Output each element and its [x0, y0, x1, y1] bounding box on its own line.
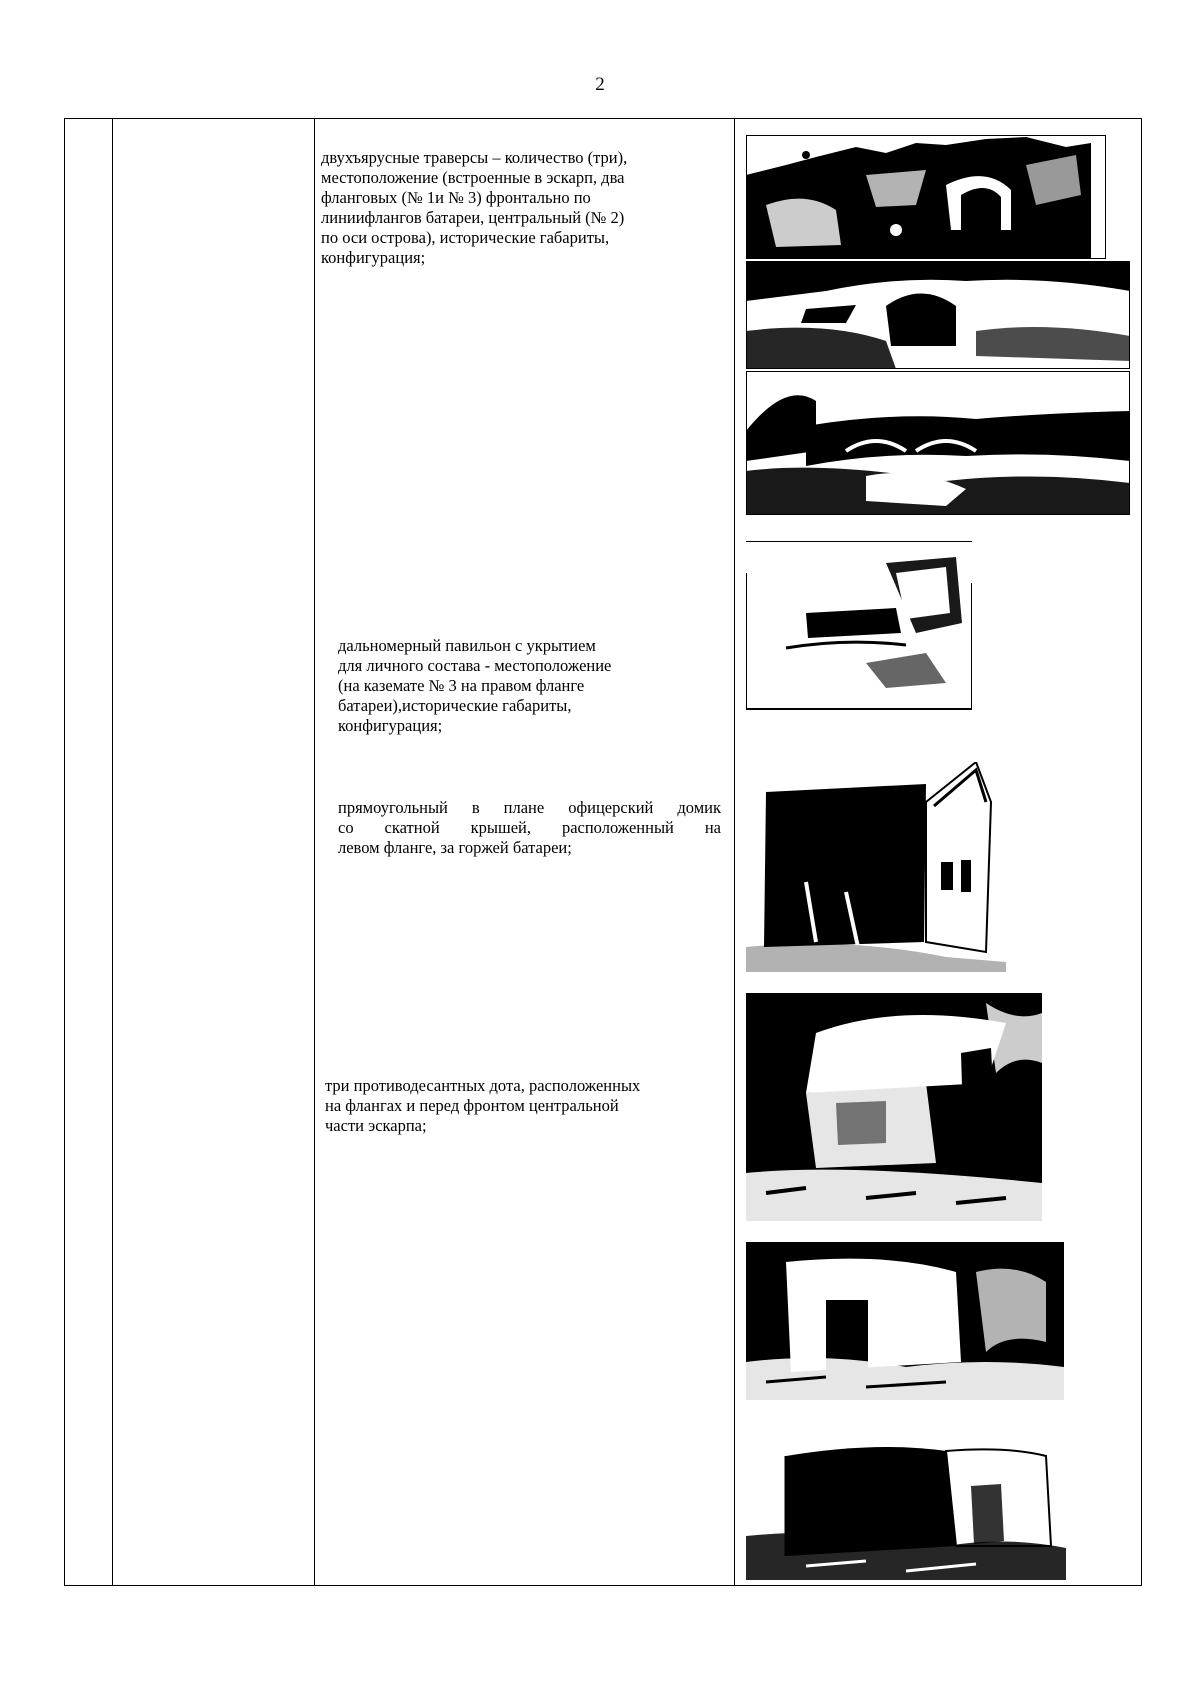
- text-line: конфигурация;: [338, 716, 443, 735]
- pillbox-photo-2: [746, 1242, 1064, 1400]
- page-number: 2: [595, 74, 605, 95]
- officers-house-description: [338, 798, 721, 858]
- text-line: левом фланге, за горжей батареи;: [338, 838, 572, 857]
- text-line: со скатной крышей, расположенный на: [338, 818, 721, 837]
- officers-house-photo: [746, 762, 1006, 972]
- text-line: части эскарпа;: [325, 1116, 427, 1135]
- text-line: три противодесантных дота, расположенных: [325, 1076, 641, 1095]
- text-line: по оси острова), исторические габариты,: [321, 228, 610, 247]
- text-line: (на каземате № 3 на правом фланге: [338, 676, 585, 695]
- photo-separator: [746, 541, 972, 542]
- rangefinder-photo: [746, 553, 972, 710]
- text-line: двухъярусные траверсы – количество (три),: [321, 148, 628, 167]
- text-line: дальномерный павильон с укрытием: [338, 636, 596, 655]
- traverse-photo-3: [746, 371, 1130, 515]
- pillbox-photo-3: [746, 1436, 1066, 1580]
- column-divider-2: [314, 118, 315, 1586]
- traverse-photo-2: [746, 261, 1130, 369]
- text-line: батареи),исторические габариты,: [338, 696, 572, 715]
- text-line: прямоугольный в плане офицерский домик: [338, 798, 721, 817]
- text-line: местоположение (встроенные в эскарп, два: [321, 168, 625, 187]
- rangefinder-description: [338, 636, 698, 736]
- pillbox-photo-1: [746, 993, 1042, 1221]
- text-line: фланговых (№ 1и № 3) фронтально по: [321, 188, 591, 207]
- traverse-photo-1: [746, 135, 1106, 259]
- column-divider-3: [734, 118, 735, 1586]
- text-line: линиифлангов батареи, центральный (№ 2): [321, 208, 625, 227]
- column-divider-1: [112, 118, 113, 1586]
- pillboxes-description: [325, 1076, 725, 1136]
- text-line: для личного состава - местоположение: [338, 656, 612, 675]
- text-line: конфигурация;: [321, 248, 426, 267]
- text-line: на флангах и перед фронтом центральной: [325, 1096, 619, 1115]
- traverses-description: [321, 148, 701, 268]
